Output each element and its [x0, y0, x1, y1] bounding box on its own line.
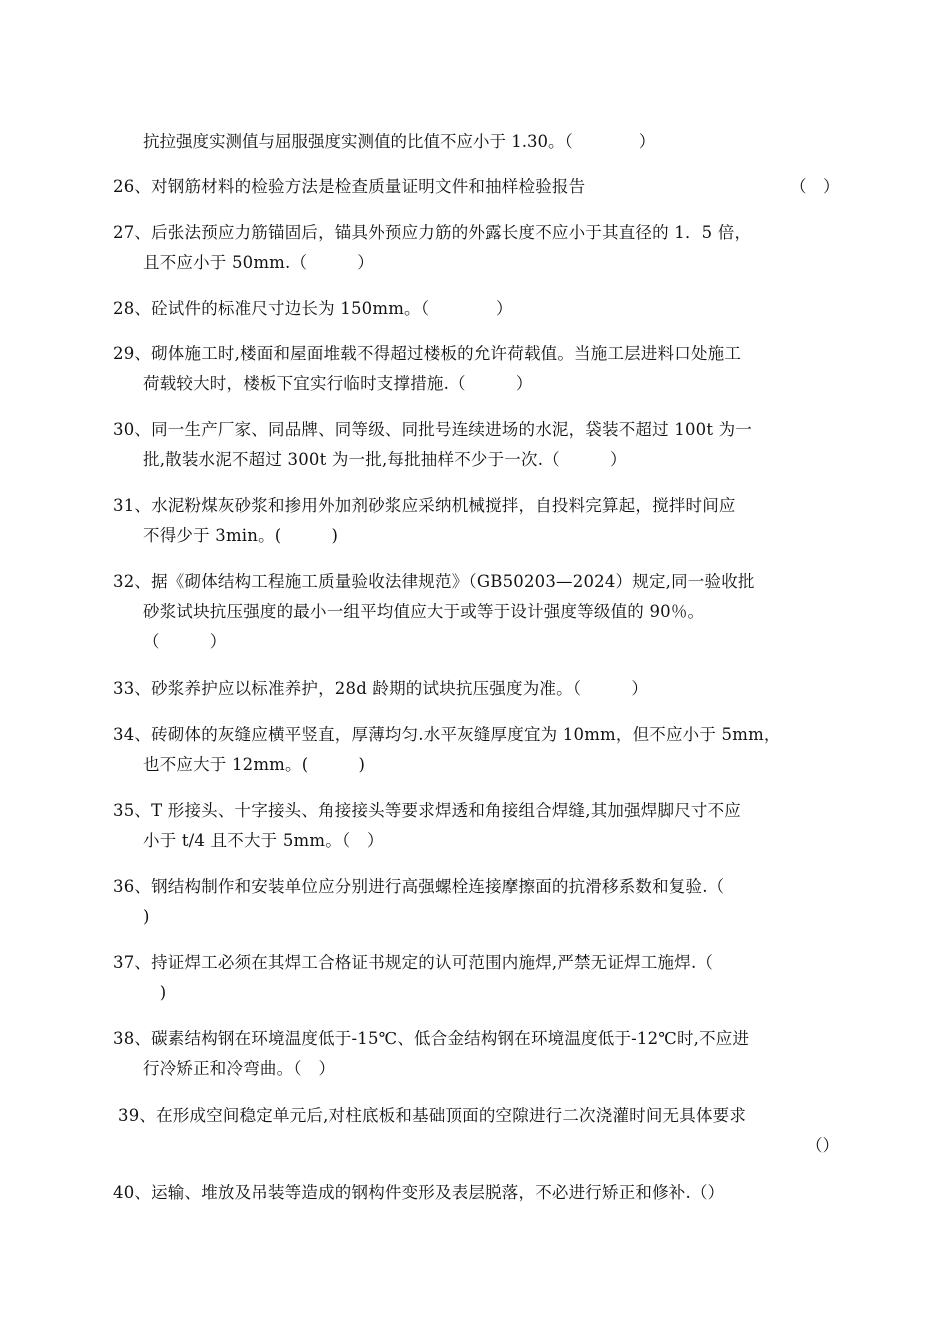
question-32	[113, 567, 841, 657]
question-text: 对钢筋材料的检验方法是检查质量证明文件和抽样检验报告	[151, 177, 586, 196]
question-text: 在形成空间稳定单元后,对柱底板和基础顶面的空隙进行二次浇灌时间无具体要求	[156, 1106, 747, 1125]
question-text-cont: 荷载较大时，楼板下宜实行临时支撑措施.（ ）	[143, 374, 533, 393]
question-number: 33、	[113, 679, 152, 698]
question-text: 砖砌体的灰缝应横平竖直，厚薄均匀.水平灰缝厚度宜为 10mm，但不应小于 5mm，	[151, 725, 781, 744]
question-number: 26、	[113, 177, 152, 196]
question-text: T 形接头、十字接头、角接接头等要求焊透和角接组合焊缝,其加强焊脚尺寸不应	[151, 801, 742, 820]
question-40	[113, 1178, 841, 1208]
question-38	[113, 1024, 841, 1084]
question-text-cont-2: （ ）	[143, 632, 227, 651]
question-34	[113, 720, 841, 780]
question-27	[113, 218, 841, 278]
question-number: 37、	[113, 953, 152, 972]
question-31	[113, 491, 841, 551]
question-39-mark: （）	[806, 1136, 839, 1155]
question-text-cont: )	[143, 983, 167, 1002]
question-29	[113, 339, 841, 399]
question-text-cont: 砂浆试块抗压强度的最小一组平均值应大于或等于设计强度等级值的 90％。	[143, 602, 705, 621]
question-number: 31、	[113, 496, 152, 515]
question-30	[113, 415, 841, 475]
question-text: 水泥粉煤灰砂浆和掺用外加剂砂浆应采纳机械搅拌，自投料完算起，搅拌时间应	[151, 496, 736, 515]
question-text: 砼试件的标准尺寸边长为 150mm。（ ）	[151, 299, 513, 318]
question-number: 40、	[113, 1183, 152, 1202]
continuation-line: 抗拉强度实测值与屈服强度实测值的比值不应小于 1.30。（ ）	[143, 132, 656, 151]
question-number: 28、	[113, 299, 152, 318]
question-text: 后张法预应力筋锚固后，锚具外预应力筋的外露长度不应小于其直径的 1．5 倍，	[151, 223, 752, 242]
question-text: 持证焊工必须在其焊工合格证书规定的认可范围内施焊,严禁无证焊工施焊.（	[151, 953, 714, 972]
question-number: 34、	[113, 725, 152, 744]
question-number: 30、	[113, 420, 152, 439]
question-text: 同一生产厂家、同品牌、同等级、同批号连续进场的水泥，袋装不超过 100t 为一	[151, 420, 753, 439]
question-26-mark: （ ）	[790, 177, 840, 196]
question-text-cont: 批,散装水泥不超过 300t 为一批,每批抽样不少于一次.（ ）	[143, 450, 627, 469]
question-number: 29、	[113, 344, 152, 363]
question-28	[113, 294, 841, 324]
question-text-cont: 小于 t/4 且不大于 5mm。（ ）	[143, 831, 384, 850]
question-text: 据《砌体结构工程施工质量验收法律规范》（GB50203—2024）规定,同一验收批	[151, 572, 755, 591]
question-text: 钢结构制作和安装单位应分别进行高强螺栓连接摩擦面的抗滑移系数和复验.（	[151, 877, 725, 896]
question-text-cont: 行冷矫正和冷弯曲。（ ）	[143, 1059, 336, 1078]
question-39	[118, 1101, 846, 1131]
question-text-cont: 且不应小于 50mm.（ ）	[143, 253, 374, 272]
question-text-cont: 也不应大于 12mm。( )	[143, 755, 366, 774]
question-26	[113, 172, 841, 202]
question-number: 27、	[113, 223, 152, 242]
question-text: 砂浆养护应以标准养护，28d 龄期的试块抗压强度为准。（ ）	[151, 679, 649, 698]
question-37	[113, 948, 841, 1008]
question-number: 36、	[113, 877, 152, 896]
question-text-cont: )	[143, 907, 150, 926]
question-33	[113, 674, 841, 704]
question-text: 碳素结构钢在环境温度低于-15℃、低合金结构钢在环境温度低于-12℃时,不应进	[151, 1029, 750, 1048]
question-text: 砌体施工时,楼面和屋面堆载不得超过楼板的允许荷载值。当施工层进料口处施工	[151, 344, 742, 363]
question-number: 35、	[113, 801, 152, 820]
question-number: 39、	[118, 1106, 157, 1125]
question-number: 38、	[113, 1029, 152, 1048]
question-35	[113, 796, 841, 856]
question-text: 运输、堆放及吊装等造成的钢构件变形及表层脱落，不必进行矫正和修补.（）	[151, 1183, 725, 1202]
question-number: 32、	[113, 572, 152, 591]
question-text-cont: 不得少于 3min。( )	[143, 526, 339, 545]
question-36	[113, 872, 841, 932]
